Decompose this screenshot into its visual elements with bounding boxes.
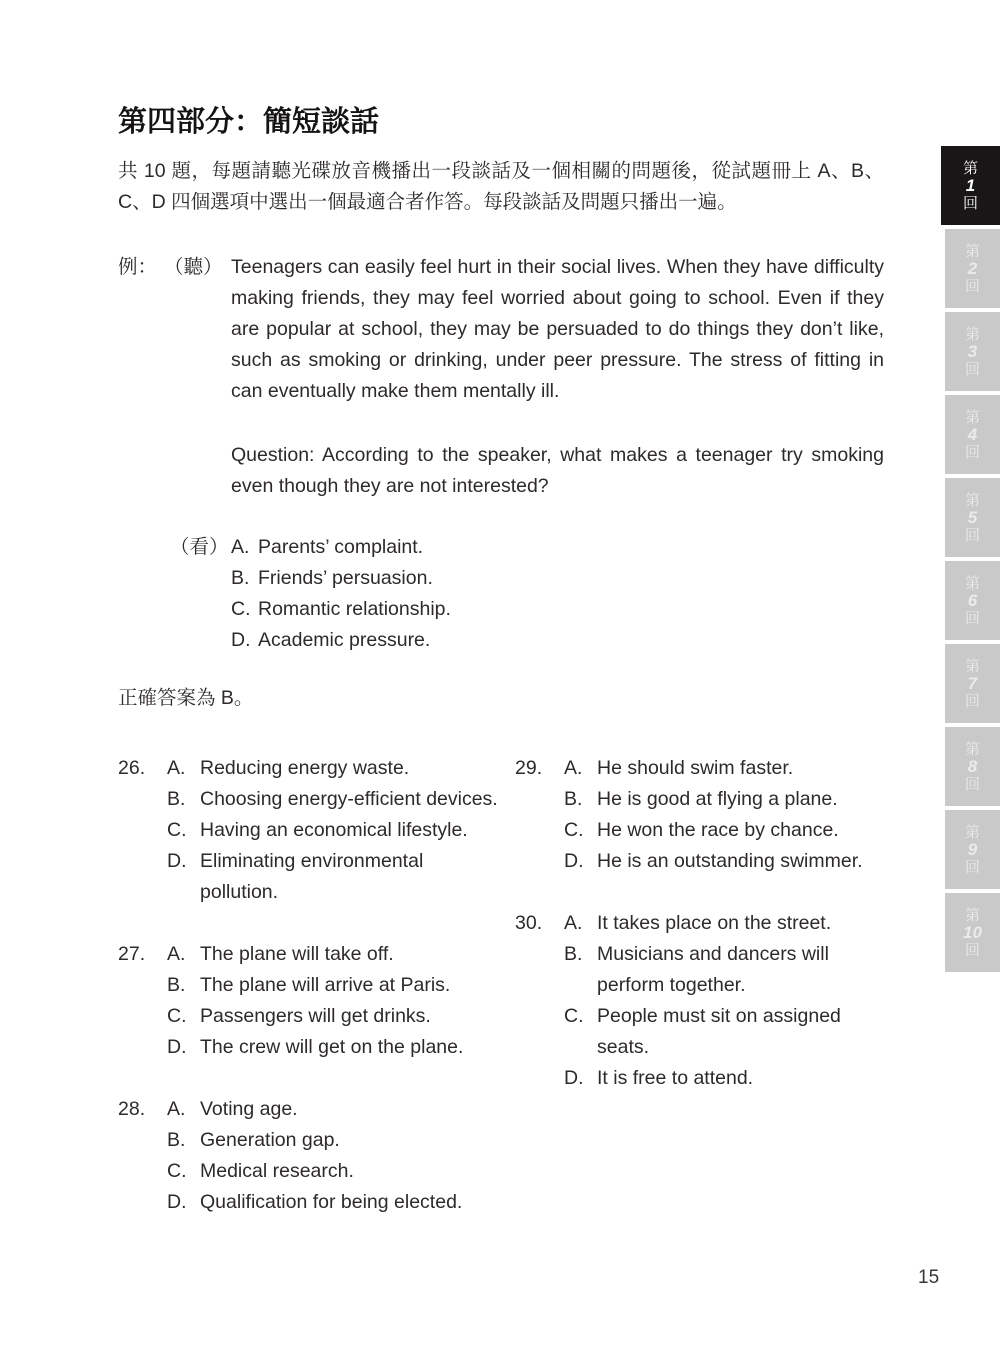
option-B — [564, 784, 863, 815]
option-text: It is free to attend. — [597, 1067, 754, 1089]
option-C — [167, 1001, 463, 1032]
option-C — [564, 1001, 884, 1063]
option-text: Medical research. — [200, 1160, 354, 1182]
question-number: 26. — [118, 757, 146, 779]
example-option-D — [231, 625, 451, 656]
option-text: Generation gap. — [200, 1129, 340, 1151]
question-number: 29. — [515, 757, 543, 779]
option-letter: A. — [564, 912, 583, 934]
tab-suffix: 回 — [964, 443, 980, 461]
option-letter: D. — [231, 629, 251, 651]
sidebar-tab-round-2 — [945, 229, 1000, 308]
option-text: Academic pressure. — [258, 629, 431, 651]
round-tabs-sidebar — [940, 146, 1000, 972]
question-number: 30. — [515, 912, 543, 934]
sidebar-tab-round-3 — [945, 312, 1000, 391]
example-option-B — [231, 563, 451, 594]
tab-prefix: 第 — [964, 408, 980, 426]
option-C — [167, 815, 500, 846]
option-text: He is an outstanding swimmer. — [597, 850, 863, 872]
tab-prefix: 第 — [964, 325, 980, 343]
sidebar-tab-round-10 — [945, 893, 1000, 972]
option-letter: C. — [167, 1160, 187, 1182]
option-A — [564, 753, 863, 784]
example-question: Question: According to the speaker, what makes a teenager try smoking even though they are not interested? — [231, 444, 884, 497]
option-D — [564, 1063, 884, 1094]
option-letter: C. — [167, 819, 187, 841]
section-instructions: 共 10 題，每題請聽光碟放音機播出一段談話及一個相關的問題後，從試題冊上 A、B、C、D 四個選項中選出一個最適合者作答。每段談話及問題只播出一遍。 — [118, 160, 884, 213]
option-text: Having an economical lifestyle. — [200, 819, 468, 841]
option-text: Musicians and dancers will perform together. — [597, 943, 829, 996]
answer-note: 正確答案為 B。 — [118, 687, 254, 709]
question-29 — [515, 753, 884, 877]
example-options — [231, 532, 451, 656]
question-options — [564, 753, 863, 877]
tab-suffix: 回 — [964, 360, 980, 378]
option-letter: B. — [167, 1129, 186, 1151]
option-letter: B. — [564, 943, 583, 965]
tab-suffix: 回 — [964, 609, 980, 627]
tab-prefix: 第 — [964, 491, 980, 509]
option-letter: C. — [167, 1005, 187, 1027]
option-letter: C. — [564, 819, 584, 841]
example-passage: Teenagers can easily feel hurt in their social lives. When they have difficulty making friends, they may feel worried about going to school. Even if they are popular at school, they may be persuaded to do things they don’t like, such as smoking or drinking, under peer pressure. The stress of fitting in can eventually make them mentally ill. — [231, 256, 884, 402]
questions-column-left — [118, 753, 515, 1249]
sidebar-tab-round-1 — [941, 146, 1000, 225]
option-letter: A. — [167, 943, 186, 965]
tab-number: 5 — [967, 507, 978, 527]
tab-number: 10 — [963, 922, 982, 942]
sidebar-tab-round-4 — [945, 395, 1000, 474]
option-text: He should swim faster. — [597, 757, 794, 779]
option-A — [167, 939, 463, 970]
tab-number: 2 — [967, 258, 978, 278]
tab-number: 9 — [967, 839, 978, 859]
option-letter: B. — [167, 788, 186, 810]
option-letter: B. — [231, 567, 250, 589]
sidebar-tab-round-7 — [945, 644, 1000, 723]
question-number: 27. — [118, 943, 146, 965]
option-B — [167, 784, 500, 815]
question-27 — [118, 939, 515, 1063]
tab-suffix: 回 — [964, 526, 980, 544]
option-C — [564, 815, 863, 846]
tab-number: 1 — [965, 175, 976, 195]
option-text: Reducing energy waste. — [200, 757, 410, 779]
questions-column-right — [515, 753, 884, 1249]
option-D — [564, 846, 863, 877]
question-options — [167, 1094, 462, 1218]
option-D — [167, 1032, 463, 1063]
question-26 — [118, 753, 515, 908]
page-number: 15 — [918, 1267, 940, 1288]
tab-number: 3 — [967, 341, 978, 361]
option-text: Parents’ complaint. — [258, 536, 424, 558]
option-text: He is good at flying a plane. — [597, 788, 838, 810]
question-options — [167, 753, 500, 908]
option-text: People must sit on assigned seats. — [597, 1005, 841, 1058]
option-text: Voting age. — [200, 1098, 298, 1120]
sidebar-tab-round-5 — [945, 478, 1000, 557]
questions-grid — [118, 753, 884, 1249]
tab-prefix: 第 — [962, 159, 978, 177]
tab-prefix: 第 — [964, 823, 980, 841]
option-A — [167, 1094, 462, 1125]
option-text: It takes place on the street. — [597, 912, 832, 934]
option-B — [564, 939, 884, 1001]
option-text: Eliminating environmental pollution. — [200, 850, 424, 903]
option-text: The plane will take off. — [200, 943, 394, 965]
tab-suffix: 回 — [962, 194, 978, 212]
option-text: He won the race by chance. — [597, 819, 839, 841]
question-30 — [515, 908, 884, 1094]
option-text: Passengers will get drinks. — [200, 1005, 431, 1027]
tab-number: 7 — [967, 673, 978, 693]
question-options — [167, 939, 463, 1063]
tab-number: 4 — [967, 424, 978, 444]
tab-suffix: 回 — [964, 692, 980, 710]
option-text: Friends’ persuasion. — [258, 567, 433, 589]
example-label: 例： — [118, 256, 158, 278]
option-A — [167, 753, 500, 784]
tab-suffix: 回 — [964, 858, 980, 876]
sidebar-tab-round-8 — [945, 727, 1000, 806]
sidebar-tab-round-9 — [945, 810, 1000, 889]
option-text: The crew will get on the plane. — [200, 1036, 464, 1058]
option-letter: B. — [564, 788, 583, 810]
option-text: Choosing energy-efficient devices. — [200, 788, 498, 810]
option-letter: D. — [167, 850, 187, 872]
option-letter: D. — [564, 1067, 584, 1089]
option-letter: A. — [231, 536, 250, 558]
tab-prefix: 第 — [964, 740, 980, 758]
example-option-A — [231, 532, 451, 563]
tab-suffix: 回 — [964, 277, 980, 295]
tab-prefix: 第 — [964, 574, 980, 592]
option-letter: A. — [167, 757, 186, 779]
question-28 — [118, 1094, 515, 1218]
option-text: The plane will arrive at Paris. — [200, 974, 451, 996]
tab-prefix: 第 — [964, 906, 980, 924]
tab-number: 6 — [967, 590, 978, 610]
option-D — [167, 846, 500, 908]
option-B — [167, 1125, 462, 1156]
tab-suffix: 回 — [964, 941, 980, 959]
option-letter: B. — [167, 974, 186, 996]
option-letter: A. — [564, 757, 583, 779]
example-option-C — [231, 594, 451, 625]
option-letter: D. — [564, 850, 584, 872]
tab-suffix: 回 — [964, 775, 980, 793]
option-letter: C. — [231, 598, 251, 620]
tab-prefix: 第 — [964, 242, 980, 260]
example-options-row — [170, 532, 451, 656]
main-content — [118, 0, 884, 1353]
option-letter: A. — [167, 1098, 186, 1120]
question-number: 28. — [118, 1098, 146, 1120]
tab-prefix: 第 — [964, 657, 980, 675]
option-text: Qualification for being elected. — [200, 1191, 463, 1213]
example-passage-row — [118, 252, 884, 407]
look-label: （看） — [170, 536, 229, 558]
sidebar-tab-round-6 — [945, 561, 1000, 640]
question-options — [564, 908, 884, 1094]
listen-label: （聽） — [164, 256, 223, 278]
tab-number: 8 — [967, 756, 978, 776]
option-letter: D. — [167, 1191, 187, 1213]
option-B — [167, 970, 463, 1001]
option-C — [167, 1156, 462, 1187]
page-title: 第四部分：簡短談話 — [118, 106, 380, 138]
option-D — [167, 1187, 462, 1218]
option-letter: C. — [564, 1005, 584, 1027]
option-A — [564, 908, 884, 939]
option-text: Romantic relationship. — [258, 598, 451, 620]
option-letter: D. — [167, 1036, 187, 1058]
